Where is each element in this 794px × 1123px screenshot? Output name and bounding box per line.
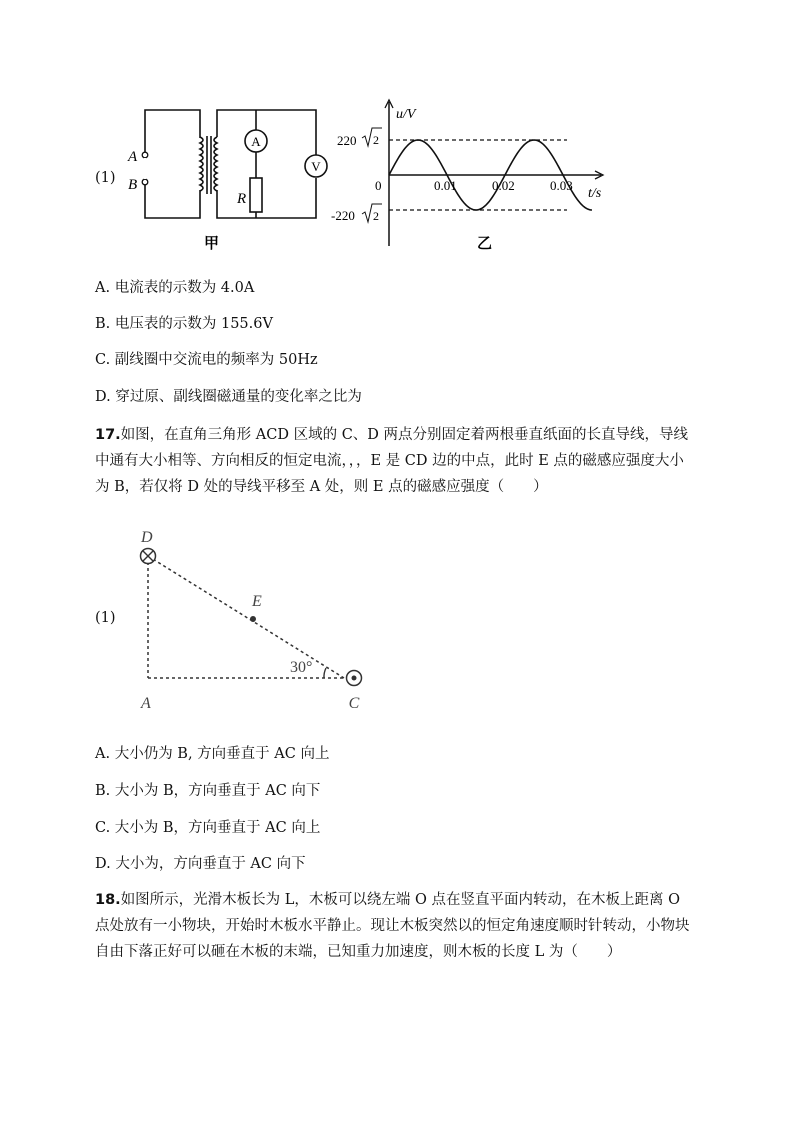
q17-number: 17.: [95, 427, 121, 443]
sqrt-symbol-max: [362, 128, 382, 146]
terminal-b-label: B: [128, 177, 138, 193]
current-into-page-icon: [141, 549, 156, 564]
q17-stem: [95, 422, 695, 500]
x-axis-label: t/s: [588, 186, 602, 201]
q18-stem: [95, 887, 695, 965]
q17-option-d: D. 大小为，方向垂直于 AC 向下: [95, 856, 306, 872]
transformer-circuit-diagram: [120, 100, 330, 260]
q16-figure-index: (1): [95, 170, 116, 186]
q17-option-a: A. 大小仍为 B, 方向垂直于 AC 向上: [95, 746, 330, 762]
label-a: A: [141, 695, 151, 712]
terminal-a-label: A: [128, 149, 138, 165]
angle-arc: [324, 668, 326, 678]
graph-caption: 乙: [477, 234, 493, 252]
terminal-b-dot: [142, 179, 148, 185]
origin-label: 0: [375, 178, 382, 193]
angle-label: 30°: [290, 659, 313, 676]
label-e: E: [252, 593, 262, 610]
voltmeter-label: V: [311, 159, 321, 174]
sqrt-symbol-min: [362, 204, 382, 222]
x-tick-label: 0.01: [434, 178, 457, 193]
label-c: C: [348, 695, 360, 712]
y-max-label: 220: [337, 133, 357, 148]
q16-option-d: D. 穿过原、副线圈磁通量的变化率之比为: [95, 389, 362, 405]
voltage-time-graph: [331, 96, 615, 256]
terminal-a-dot: [142, 152, 148, 158]
q17-option-c: C. 大小为 B，方向垂直于 AC 向上: [95, 820, 321, 836]
circuit-caption: 甲: [204, 234, 220, 252]
ammeter-label: A: [251, 134, 261, 149]
q17-figure-index: (1): [95, 610, 116, 626]
q18-text: 如图所示，光滑木板长为 L，木板可以绕左端 O 点在竖直平面内转动，在木板上距离 O 点处放有一小物块，开始时木板水平静止。现让木板突然以的恒定角速度顺时针转动，小物块自由下落正好可以砸在木板的末端，已知重力加速度，则木板的长度 L 为（ ）: [95, 892, 690, 960]
q16-option-a: A. 电流表的示数为 4.0A: [95, 280, 255, 296]
q16-option-c: C. 副线圈中交流电的频率为 50Hz: [95, 352, 318, 368]
y-max-sqrt-operand: 2: [373, 133, 379, 147]
y-min-label: -220: [331, 208, 355, 223]
y-min-sqrt-operand: 2: [373, 209, 379, 223]
x-tick-label: 0.03: [550, 178, 573, 193]
q17-option-b: B. 大小为 B，方向垂直于 AC 向下: [95, 783, 321, 799]
y-axis-label: u/V: [396, 107, 416, 122]
q18-number: 18.: [95, 892, 121, 908]
resistor-label: R: [237, 191, 247, 207]
label-d: D: [141, 529, 153, 546]
q16-option-b: B. 电压表的示数为 155.6V: [95, 316, 273, 332]
x-tick-label: 0.02: [492, 178, 515, 193]
current-out-of-page-icon: [347, 671, 362, 686]
midpoint-e-dot: [250, 616, 256, 622]
q17-text: 如图，在直角三角形 ACD 区域的 C、D 两点分别固定着两根垂直纸面的长直导线，导线中通有大小相等、方向相反的恒定电流，，，E 是 CD 边的中点，此时 E 点的磁感应强度大小为 B，若仅将 D 处的导线平移至 A 处，则 E 点的磁感应强度（ ）: [95, 427, 689, 495]
right-triangle-diagram: [130, 520, 380, 720]
